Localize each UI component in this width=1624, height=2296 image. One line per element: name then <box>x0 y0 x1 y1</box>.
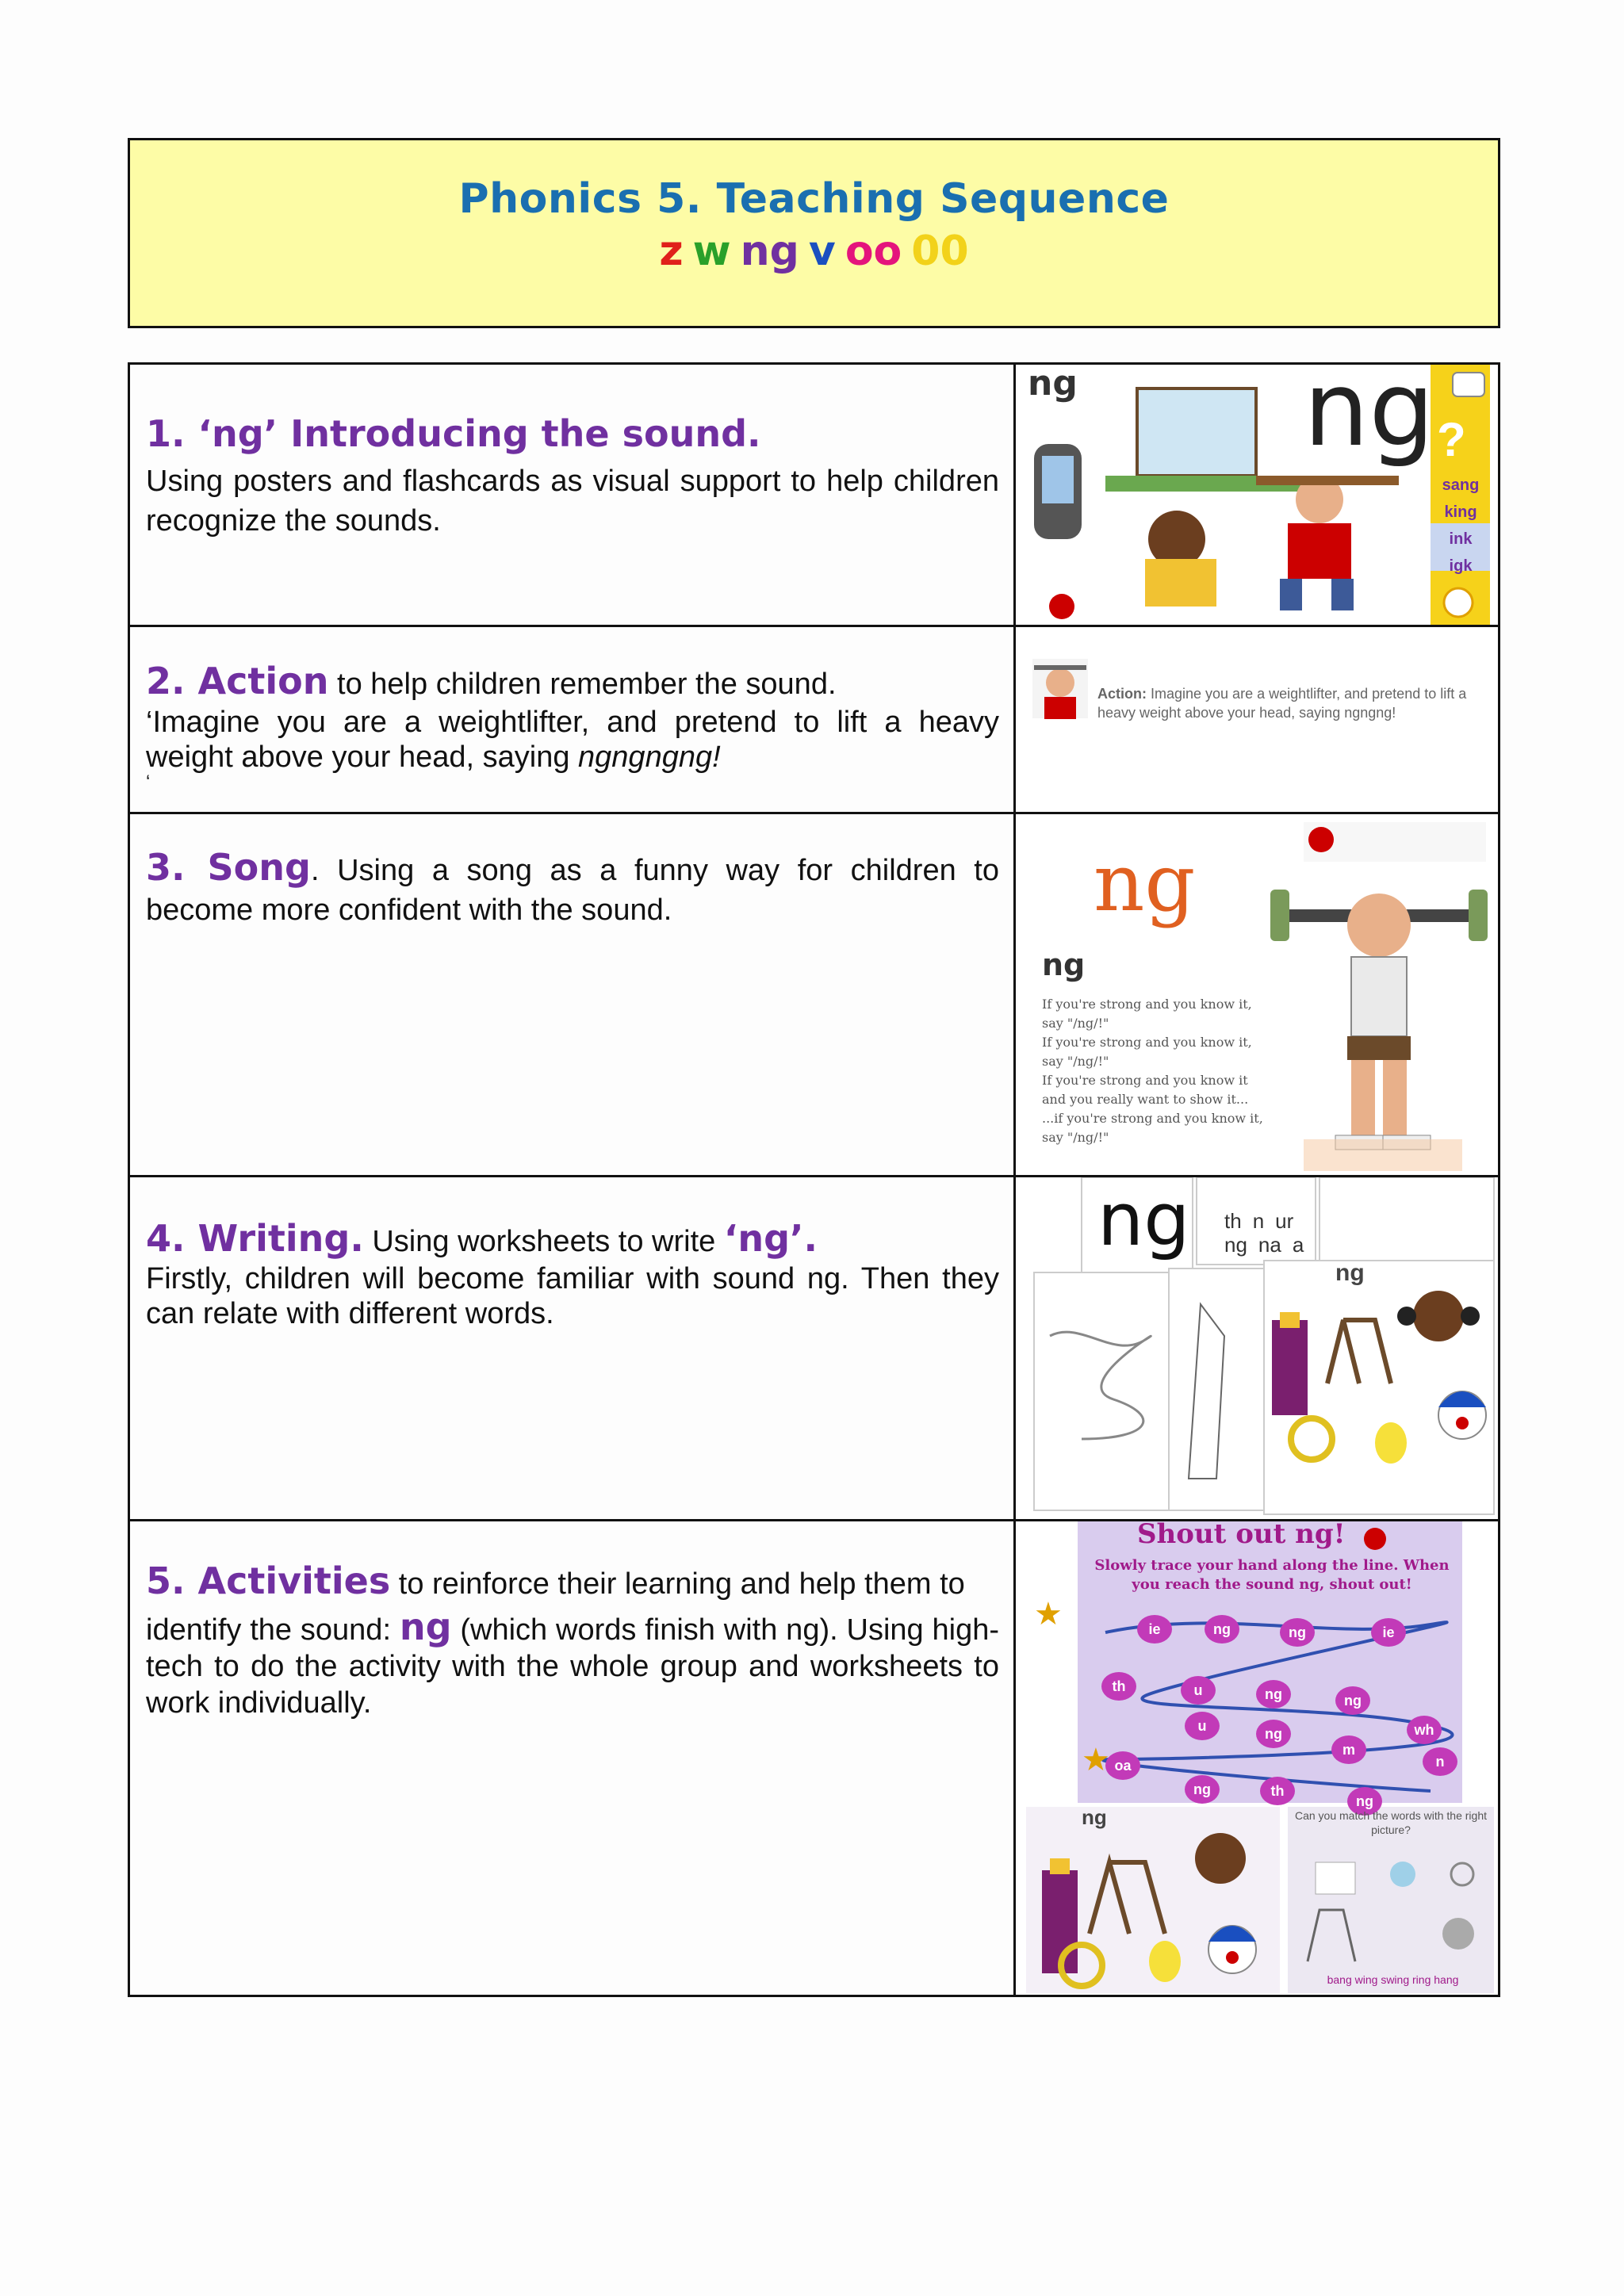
poster-small-label: ng <box>1028 365 1078 404</box>
row-body-plain: ‘Imagine you are a weightlifter, and pretend to lift a heavy weight above your head, saying <box>146 706 999 774</box>
lyric-line: If you're strong and you know it <box>1042 1073 1248 1088</box>
row-body-pre: identify the sound: <box>146 1613 400 1647</box>
row-heading: 4. Writing. <box>146 1217 364 1260</box>
song-title: ng <box>1042 947 1086 982</box>
poster-image <box>1018 365 1498 625</box>
header-box <box>128 138 1500 328</box>
activities-image <box>1018 1521 1498 1995</box>
row-heading: 1. ‘ng’ Introducing the sound. <box>146 412 761 455</box>
song-lyrics <box>1042 995 1280 1147</box>
sound-ng: ng <box>740 228 799 275</box>
lyric-line: ...if you're strong and you know it, <box>1042 1111 1263 1126</box>
poster-side-word: ink <box>1449 530 1473 548</box>
poster-side-word: igk <box>1449 557 1473 575</box>
row-text <box>130 627 1016 812</box>
row-body: Firstly, children will become familiar with sound ng. Then they can relate with different words. <box>146 1262 999 1330</box>
row-body: Using posters and flashcards as visual support to help children recognize the sounds. <box>146 465 999 538</box>
row-body-ng: ng <box>399 1605 452 1648</box>
worksheet-letter: ng <box>1224 1233 1247 1257</box>
action-caption <box>1097 684 1494 722</box>
poster-side-words <box>1432 472 1489 580</box>
activity-token: n <box>1423 1747 1457 1776</box>
activity-token: oa <box>1105 1751 1140 1780</box>
action-image <box>1018 627 1498 812</box>
activity-instructions: Slowly trace your hand along the line. When you reach the sound ng, shout out! <box>1094 1557 1450 1593</box>
star-icon: ★ <box>1082 1743 1110 1777</box>
row-introducing <box>130 365 1498 627</box>
poster-side-word: king <box>1444 503 1477 521</box>
activity-token: ng <box>1280 1618 1315 1647</box>
activity-token: ng <box>1205 1615 1239 1644</box>
activity-token: wh <box>1407 1716 1442 1744</box>
poster-question-mark: ? <box>1437 413 1466 466</box>
worksheet-big-letters: ng <box>1097 1177 1190 1262</box>
action-caption-label: Action: <box>1097 686 1147 702</box>
row-heading-line <box>146 1219 999 1261</box>
sound-00: 00 <box>911 228 969 275</box>
star-icon: ★ <box>1034 1597 1063 1632</box>
activity-token: ng <box>1256 1720 1291 1748</box>
activity-token: u <box>1185 1712 1220 1740</box>
activity-token: ng <box>1185 1775 1220 1804</box>
row-heading-line <box>146 848 999 930</box>
row-song <box>130 814 1498 1177</box>
row-heading-mid: Using worksheets to write <box>363 1225 724 1258</box>
row-action <box>130 627 1498 814</box>
worksheet-image <box>1018 1177 1498 1519</box>
activity-bottom-tag: ng <box>1082 1805 1107 1829</box>
worksheet-tag: ng <box>1335 1260 1365 1286</box>
row-text <box>130 1521 1016 1995</box>
activity-token: ng <box>1335 1686 1370 1715</box>
sound-v: v <box>808 228 836 275</box>
row-heading-tail: ‘ng’. <box>723 1217 818 1260</box>
row-body <box>146 1605 999 1721</box>
poster-big-label: ng <box>1304 365 1434 469</box>
worksheet-letter: th <box>1224 1209 1242 1233</box>
worksheet-letter: na <box>1258 1233 1281 1257</box>
row-text <box>130 1177 1016 1519</box>
lyric-line: say "/ng/!" <box>1042 1054 1109 1069</box>
worksheet-letter: a <box>1292 1233 1304 1257</box>
row-text <box>130 814 1016 1175</box>
activity-token: u <box>1181 1676 1216 1705</box>
row-heading-line <box>146 1561 999 1604</box>
song-big-letters: ng <box>1094 836 1196 929</box>
row-heading: 3. Song <box>146 846 311 889</box>
teaching-sequence-table <box>128 362 1500 1997</box>
activity-token: ie <box>1137 1615 1172 1644</box>
row-heading-rest: to reinforce their learning and help them to <box>390 1567 965 1601</box>
row-text <box>130 365 1016 625</box>
worksheet-letter: n <box>1252 1209 1265 1233</box>
activity-token: ng <box>1256 1680 1291 1709</box>
row-heading-rest: . Using a song as a funny way for children to become more confident with the sound. <box>146 854 999 927</box>
row-body-post: (which words finish with ng). Using high-tech to do the activity with the whole group and worksheets to work individually. <box>146 1613 999 1720</box>
row-heading: 2. Action <box>146 660 329 702</box>
page-title: Phonics 5. Teaching Sequence <box>458 175 1170 223</box>
sound-z: z <box>659 228 684 275</box>
lyric-line: If you're strong and you know it, <box>1042 1035 1252 1050</box>
lyric-line: If you're strong and you know it, <box>1042 997 1252 1012</box>
row-heading: 5. Activities <box>146 1559 391 1602</box>
activity-token: th <box>1101 1672 1136 1701</box>
activity-token: th <box>1260 1777 1295 1805</box>
worksheet-letters <box>1224 1209 1327 1257</box>
song-image <box>1018 814 1498 1175</box>
action-caption-text: Imagine you are a weightlifter, and pretend to lift a heavy weight above your head, saying ngngng! <box>1097 686 1467 721</box>
activity-match-words: bang wing swing ring hang <box>1327 1973 1459 1986</box>
sound-list <box>130 228 1498 275</box>
activity-token: ie <box>1371 1618 1406 1647</box>
row-trailing-mark: ‘ <box>146 771 151 793</box>
row-activities <box>130 1521 1498 1995</box>
row-heading-line <box>146 660 999 705</box>
activity-token: ng <box>1347 1787 1382 1816</box>
lyric-line: and you really want to show it... <box>1042 1092 1249 1107</box>
sound-oo: oo <box>845 228 902 275</box>
sound-w: w <box>692 228 731 275</box>
row-body <box>146 705 999 775</box>
worksheet-letter: ur <box>1275 1209 1294 1233</box>
row-body-italic: ngngngng! <box>578 740 721 774</box>
lyric-line: say "/ng/!" <box>1042 1130 1109 1145</box>
lyric-line: say "/ng/!" <box>1042 1016 1109 1031</box>
poster-side-word: sang <box>1442 476 1480 494</box>
activity-title: Shout out ng! <box>1137 1521 1346 1550</box>
row-writing <box>130 1177 1498 1521</box>
row-heading-rest: to help children remember the sound. <box>328 668 837 701</box>
activity-match-title: Can you match the words with the right picture? <box>1294 1809 1487 1836</box>
activity-token: m <box>1331 1735 1366 1764</box>
